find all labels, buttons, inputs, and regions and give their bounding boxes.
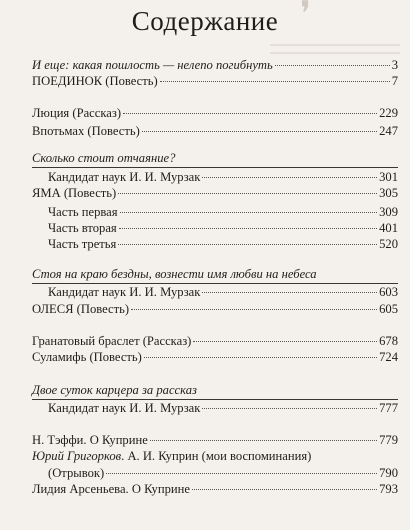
entry-label: Часть вторая xyxy=(48,221,117,235)
entry-page: 401 xyxy=(379,221,398,235)
entry-page: 603 xyxy=(379,285,398,299)
entry-page: 777 xyxy=(379,401,398,415)
toc-entry[interactable] xyxy=(32,124,398,139)
entry-page: 793 xyxy=(379,482,398,496)
dot-leader xyxy=(142,131,377,132)
toc-entry[interactable] xyxy=(48,170,398,185)
entry-page: 301 xyxy=(379,170,398,184)
dot-leader xyxy=(144,357,377,358)
entry-author: Лидия Арсеньева xyxy=(32,482,126,496)
dot-leader xyxy=(118,244,377,245)
section-rule xyxy=(32,399,398,400)
entry-label xyxy=(32,433,148,448)
dot-leader xyxy=(160,81,390,82)
entry-label: Часть первая xyxy=(48,205,118,219)
dot-leader xyxy=(120,212,378,213)
dot-leader xyxy=(202,408,377,409)
entry-page: 779 xyxy=(379,433,398,447)
entry-page: 7 xyxy=(391,74,398,88)
section-heading: Двое суток карцера за рассказ xyxy=(32,383,197,397)
entry-continuation: (Отрывок) xyxy=(48,466,105,480)
entry-page: 229 xyxy=(379,106,398,120)
section-heading: Стоя на краю бездны, вознести имя любви на небеса xyxy=(32,267,317,281)
dot-leader xyxy=(202,177,377,178)
entry-page: 678 xyxy=(379,334,398,348)
section-rule xyxy=(32,167,398,168)
toc-entry[interactable] xyxy=(48,466,398,481)
toc-entry[interactable] xyxy=(48,401,398,416)
entry-title: . А. И. Куприн (мои воспоминания) xyxy=(121,449,312,463)
dot-leader xyxy=(275,65,390,66)
toc-entry[interactable] xyxy=(32,482,398,497)
dot-leader xyxy=(131,309,377,310)
entry-label: ЯМА (Повесть) xyxy=(32,186,117,200)
toc-entry[interactable] xyxy=(32,350,398,365)
dot-leader xyxy=(202,292,377,293)
dot-leader xyxy=(118,193,377,194)
entry-page: 247 xyxy=(379,124,398,138)
entry-label: Часть третья xyxy=(48,237,117,251)
toc-entry[interactable] xyxy=(32,433,398,448)
bleed-through-mark: ❜ xyxy=(300,0,311,33)
section-heading: Сколько стоит отчаяние? xyxy=(32,151,176,165)
entry-label: Суламифь (Повесть) xyxy=(32,350,142,364)
dot-leader xyxy=(106,473,377,474)
toc-entry[interactable] xyxy=(32,302,398,317)
toc-entry[interactable] xyxy=(48,221,398,236)
toc-entry[interactable] xyxy=(32,58,398,73)
entry-page: 790 xyxy=(379,466,398,480)
entry-label: ПОЕДИНОК (Повесть) xyxy=(32,74,158,88)
toc-entry-first-line[interactable] xyxy=(32,449,398,464)
entry-label: Кандидат наук И. И. Мурзак xyxy=(48,170,201,184)
bleed-through-line xyxy=(270,52,400,54)
section-rule xyxy=(32,283,398,284)
entry-title: . О Куприне xyxy=(125,482,190,496)
entry-label: Кандидат наук И. И. Мурзак xyxy=(48,401,201,415)
entry-page: 520 xyxy=(379,237,398,251)
entry-page: 3 xyxy=(391,58,398,72)
toc-entry[interactable] xyxy=(48,285,398,300)
dot-leader xyxy=(150,440,377,441)
entry-label: Гранатовый браслет (Рассказ) xyxy=(32,334,192,348)
entry-label xyxy=(32,482,190,497)
page-title: Содержание xyxy=(131,6,279,36)
entry-label: ОЛЕСЯ (Повесть) xyxy=(32,302,130,316)
toc-entry[interactable] xyxy=(48,237,398,252)
toc-entry[interactable] xyxy=(32,186,398,201)
entry-page: 309 xyxy=(379,205,398,219)
entry-label: Впотьмах (Повесть) xyxy=(32,124,140,138)
entry-author: Юрий Григорков xyxy=(32,449,122,463)
toc-entry[interactable] xyxy=(32,106,398,121)
toc-entry[interactable] xyxy=(48,205,398,220)
entry-label: Кандидат наук И. И. Мурзак xyxy=(48,285,201,299)
dot-leader xyxy=(119,228,377,229)
bleed-through-line xyxy=(270,44,400,46)
dot-leader xyxy=(192,489,377,490)
dot-leader xyxy=(123,113,377,114)
entry-author: Н. Тэффи xyxy=(32,433,84,447)
dot-leader xyxy=(193,341,377,342)
entry-label: Люция (Рассказ) xyxy=(32,106,122,120)
toc-entry[interactable] xyxy=(32,334,398,349)
toc-entry[interactable] xyxy=(32,74,398,89)
entry-page: 305 xyxy=(379,186,398,200)
entry-page: 605 xyxy=(379,302,398,316)
entry-label: И еще: какая пошлость — нелепо погибнуть xyxy=(32,58,273,72)
entry-title: . О Куприне xyxy=(83,433,148,447)
entry-page: 724 xyxy=(379,350,398,364)
